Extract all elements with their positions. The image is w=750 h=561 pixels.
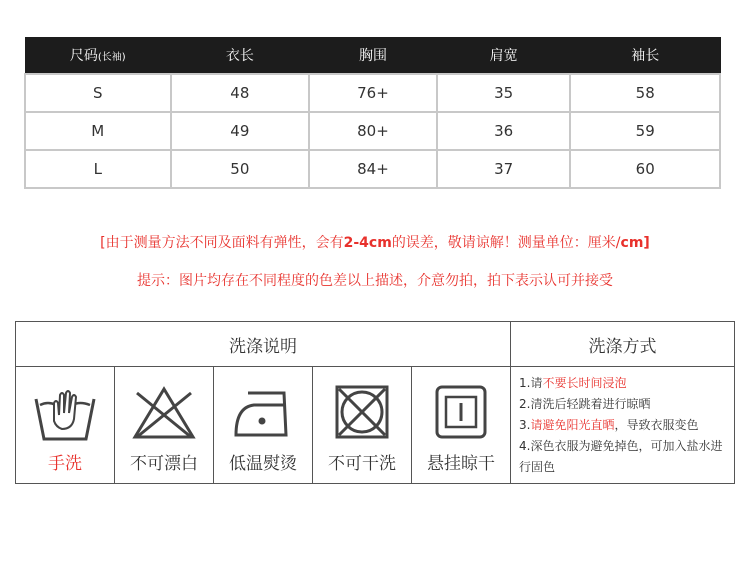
low-iron-icon: [228, 381, 298, 443]
header-shoulder: 肩宽: [437, 38, 571, 74]
table-row: [25, 74, 720, 112]
no-dry-clean-icon: [327, 381, 397, 443]
care-header-left: 洗涤说明: [16, 322, 511, 367]
cell-length: 49: [171, 112, 310, 150]
wash-method-2: 2.清洗后轻跳着进行晾晒: [519, 397, 651, 411]
care-header-right: 洗涤方式: [511, 322, 734, 367]
low-iron-label: 低温熨烫: [229, 454, 297, 474]
header-chest: 胸围: [309, 38, 437, 74]
cell-shoulder: 37: [437, 150, 571, 188]
cell-chest: 76+: [309, 74, 437, 112]
hand-wash-icon: [30, 381, 100, 443]
table-row: [25, 150, 720, 188]
cell-chest: 80+: [309, 112, 437, 150]
color-tip-note: 提示：图片均存在不同程度的色差以上描述，介意勿拍，拍下表示认可并接受: [137, 273, 613, 289]
cell-sleeve: 60: [570, 150, 720, 188]
table-row: [25, 112, 720, 150]
size-table-header-row: [25, 38, 720, 74]
cell-size: S: [25, 74, 171, 112]
care-cell-no-bleach: [115, 367, 214, 483]
wash-method-3: 3.请避免阳光直晒，导致衣服变色: [519, 418, 699, 432]
header-sleeve: 袖长: [570, 38, 720, 74]
no-bleach-label: 不可漂白: [130, 454, 198, 474]
care-instructions-table: [15, 321, 735, 484]
care-cell-hand-wash: [16, 367, 115, 483]
wash-method-1: 1.请不要长时间浸泡: [519, 376, 627, 390]
cell-sleeve: 58: [570, 74, 720, 112]
hand-wash-label: 手洗: [48, 454, 82, 474]
no-dry-clean-label: 不可干洗: [328, 454, 396, 474]
cell-size: L: [25, 150, 171, 188]
cell-chest: 84+: [309, 150, 437, 188]
wash-method-4: 4.深色衣服为避免掉色，可加入盐水进行固色: [519, 439, 723, 474]
care-cell-low-iron: [214, 367, 313, 483]
cell-length: 50: [171, 150, 310, 188]
cell-shoulder: 35: [437, 74, 571, 112]
cell-shoulder: 36: [437, 112, 571, 150]
care-cell-hang-dry: [412, 367, 511, 483]
wash-methods-list: [511, 367, 734, 483]
cell-length: 48: [171, 74, 310, 112]
no-bleach-icon: [129, 381, 199, 443]
cell-sleeve: 59: [570, 112, 720, 150]
hang-dry-label: 悬挂晾干: [427, 454, 495, 474]
hang-dry-icon: [426, 381, 496, 443]
header-size: 尺码(长袖): [25, 38, 171, 74]
cell-size: M: [25, 112, 171, 150]
size-table: [24, 37, 721, 189]
care-cell-no-dry-clean: [313, 367, 412, 483]
header-length: 衣长: [171, 38, 310, 74]
measurement-note: [由于测量方法不同及面料有弹性，会有2-4cm的误差，敬请谅解！测量单位：厘米/cm]: [100, 235, 650, 251]
